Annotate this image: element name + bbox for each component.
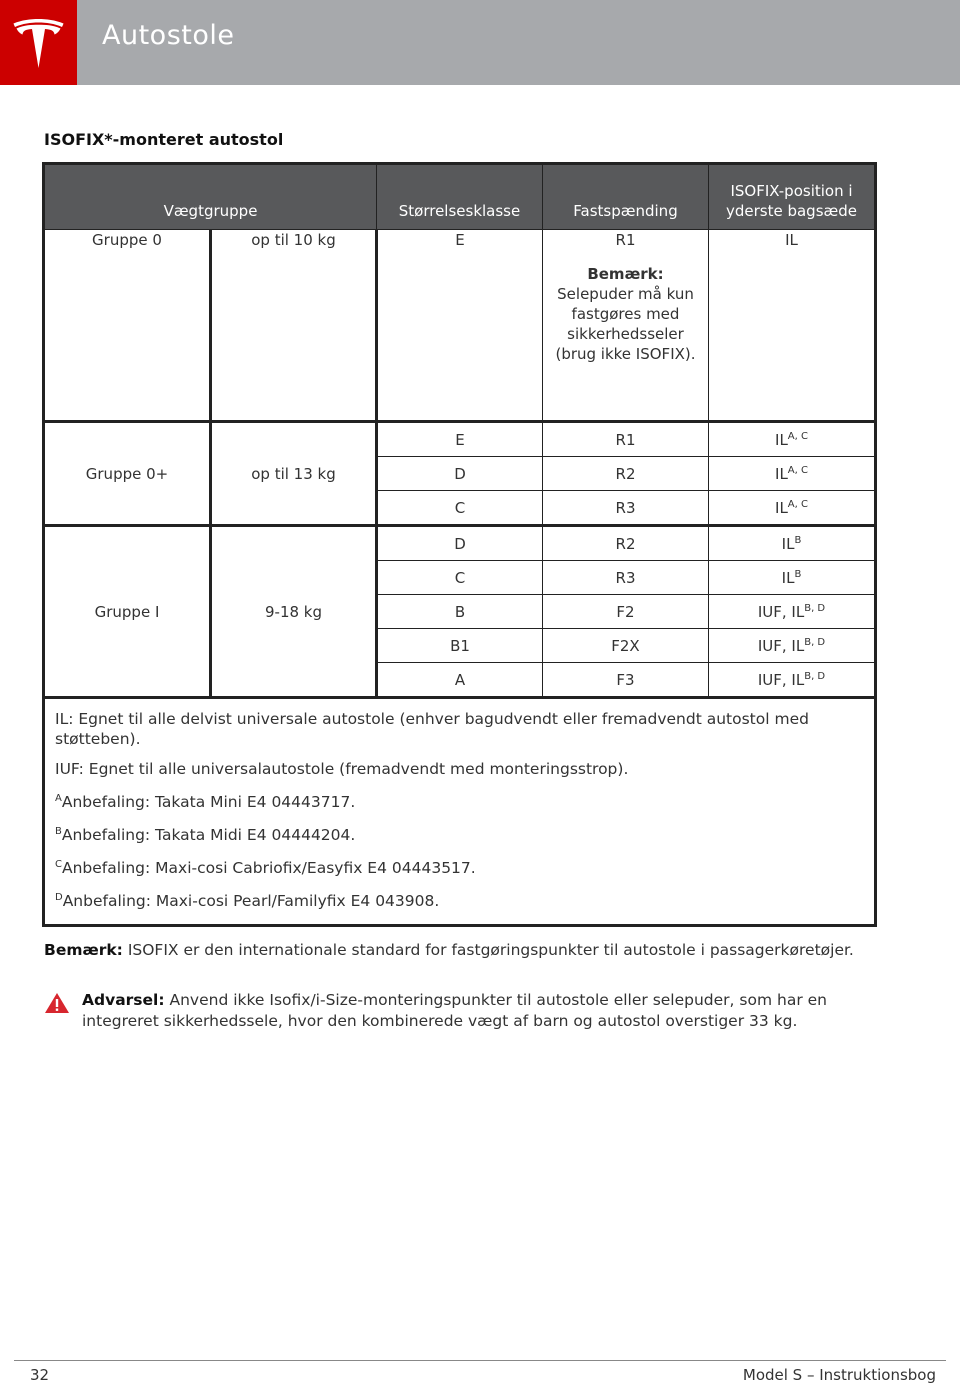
fixture-cell: R3 xyxy=(543,491,709,526)
warning-block xyxy=(44,990,864,1032)
note-c-marker: C xyxy=(55,859,62,871)
position-footnote: A, C xyxy=(787,498,808,510)
note-a-text: Anbefaling: Takata Mini E4 04443717. xyxy=(61,793,356,812)
size-cell: E xyxy=(377,422,543,457)
size-cell: C xyxy=(377,491,543,526)
size-cell: A xyxy=(377,663,543,698)
note-il: IL: Egnet til alle delvist universale autostole (enhver bagudvendt eller fremadvendt autostol med støtteben). xyxy=(55,710,809,748)
header-weight-group: Vægtgruppe xyxy=(44,164,377,230)
note-b xyxy=(55,822,864,845)
note-b-text: Anbefaling: Takata Midi E4 04444204. xyxy=(61,826,356,845)
position-value: IUF, IL xyxy=(757,670,805,689)
note-text: ISOFIX er den internationale standard for fastgøringspunkter til autostole i passagerkøretøjer. xyxy=(127,941,854,959)
fixture-cell: R2 xyxy=(543,457,709,491)
note-a-marker: A xyxy=(55,793,62,804)
note-c xyxy=(55,855,864,878)
note-c-text: Anbefaling: Maxi-cosi Cabriofix/Easyfix E4 04443517. xyxy=(61,859,476,878)
fixture-value: R1 xyxy=(615,231,636,249)
header-size-class: Størrelsesklasse xyxy=(377,164,543,230)
fixture-cell xyxy=(543,230,709,422)
size-cell: B1 xyxy=(377,629,543,663)
warning-text-block xyxy=(82,990,864,1032)
weight-cell: op til 13 kg xyxy=(211,422,377,526)
page-header xyxy=(0,0,960,85)
page-number: 32 xyxy=(30,1366,50,1384)
warning-text: Anvend ikke Isofix/i-Size-monteringspunkter til autostole eller selepuder, som har en integreret sikkerhedssele, hvor den kombinerede vægt af barn og autostol overstiger 33 kg. xyxy=(82,991,827,1030)
position-footnote: B xyxy=(794,568,802,580)
weight-cell: 9-18 kg xyxy=(211,526,377,698)
position-cell xyxy=(709,629,876,663)
size-cell: D xyxy=(377,526,543,561)
group-cell: Gruppe 0 xyxy=(44,230,211,422)
position-cell: IL xyxy=(709,230,876,422)
position-cell xyxy=(709,422,876,457)
fixture-cell: F2X xyxy=(543,629,709,663)
position-value: IL xyxy=(781,534,795,553)
position-cell xyxy=(709,526,876,561)
size-cell: C xyxy=(377,561,543,595)
position-cell xyxy=(709,561,876,595)
cell-note-label: Bemærk: xyxy=(587,265,664,283)
fixture-cell: R2 xyxy=(543,526,709,561)
table-row xyxy=(44,422,876,457)
header-title: Autostole xyxy=(102,20,235,51)
position-value: IUF, IL xyxy=(757,602,805,621)
position-footnote: B, D xyxy=(804,636,826,648)
note-d-marker: D xyxy=(55,892,63,904)
logo-box xyxy=(0,0,77,85)
table-notes xyxy=(44,698,876,926)
header-fixture: Fastspænding xyxy=(543,164,709,230)
position-footnote: B, D xyxy=(804,670,826,682)
position-cell xyxy=(709,457,876,491)
isofix-table xyxy=(42,162,877,927)
note-paragraph xyxy=(44,940,864,960)
footer-divider xyxy=(14,1360,946,1361)
table-row xyxy=(44,230,876,422)
position-cell xyxy=(709,595,876,629)
position-footnote: A, C xyxy=(787,430,808,442)
position-value: IL xyxy=(781,568,795,587)
note-d xyxy=(55,888,864,911)
section-title: ISOFIX*-monteret autostol xyxy=(44,130,284,149)
fixture-cell: F2 xyxy=(543,595,709,629)
table-row xyxy=(44,526,876,561)
note-a xyxy=(55,789,864,812)
position-footnote: A, C xyxy=(787,464,808,476)
note-iuf: IUF: Egnet til alle universalautostole (fremadvendt med monteringsstrop). xyxy=(55,760,629,778)
position-footnote: B xyxy=(794,534,802,546)
position-value: IL xyxy=(775,430,788,449)
position-footnote: B, D xyxy=(804,602,826,614)
cell-note-text: Selepuder må kun fastgøres med sikkerhedsseler (brug ikke ISOFIX). xyxy=(555,285,696,363)
size-cell: E xyxy=(377,230,543,422)
header-isofix-position: ISOFIX-position i yderste bagsæde xyxy=(709,164,876,230)
group-cell: Gruppe I xyxy=(44,526,211,698)
size-cell: D xyxy=(377,457,543,491)
weight-cell: op til 10 kg xyxy=(211,230,377,422)
position-value: IL xyxy=(775,464,788,483)
note-b-marker: B xyxy=(55,826,62,838)
tesla-logo-icon xyxy=(12,14,65,70)
note-d-text: Anbefaling: Maxi-cosi Pearl/Familyfix E4 043908. xyxy=(62,892,440,911)
size-cell: B xyxy=(377,595,543,629)
group-cell: Gruppe 0+ xyxy=(44,422,211,526)
warning-triangle-icon xyxy=(44,992,70,1014)
position-cell xyxy=(709,663,876,698)
note-label: Bemærk: xyxy=(44,941,123,959)
fixture-cell: R3 xyxy=(543,561,709,595)
fixture-cell: F3 xyxy=(543,663,709,698)
position-value: IUF, IL xyxy=(757,636,805,655)
footer-title: Model S – Instruktionsbog xyxy=(742,1366,936,1384)
position-cell xyxy=(709,491,876,526)
position-value: IL xyxy=(775,498,788,517)
table-notes-row xyxy=(44,698,876,926)
warning-label: Advarsel: xyxy=(82,991,165,1009)
table-header-row xyxy=(44,164,876,230)
fixture-cell: R1 xyxy=(543,422,709,457)
